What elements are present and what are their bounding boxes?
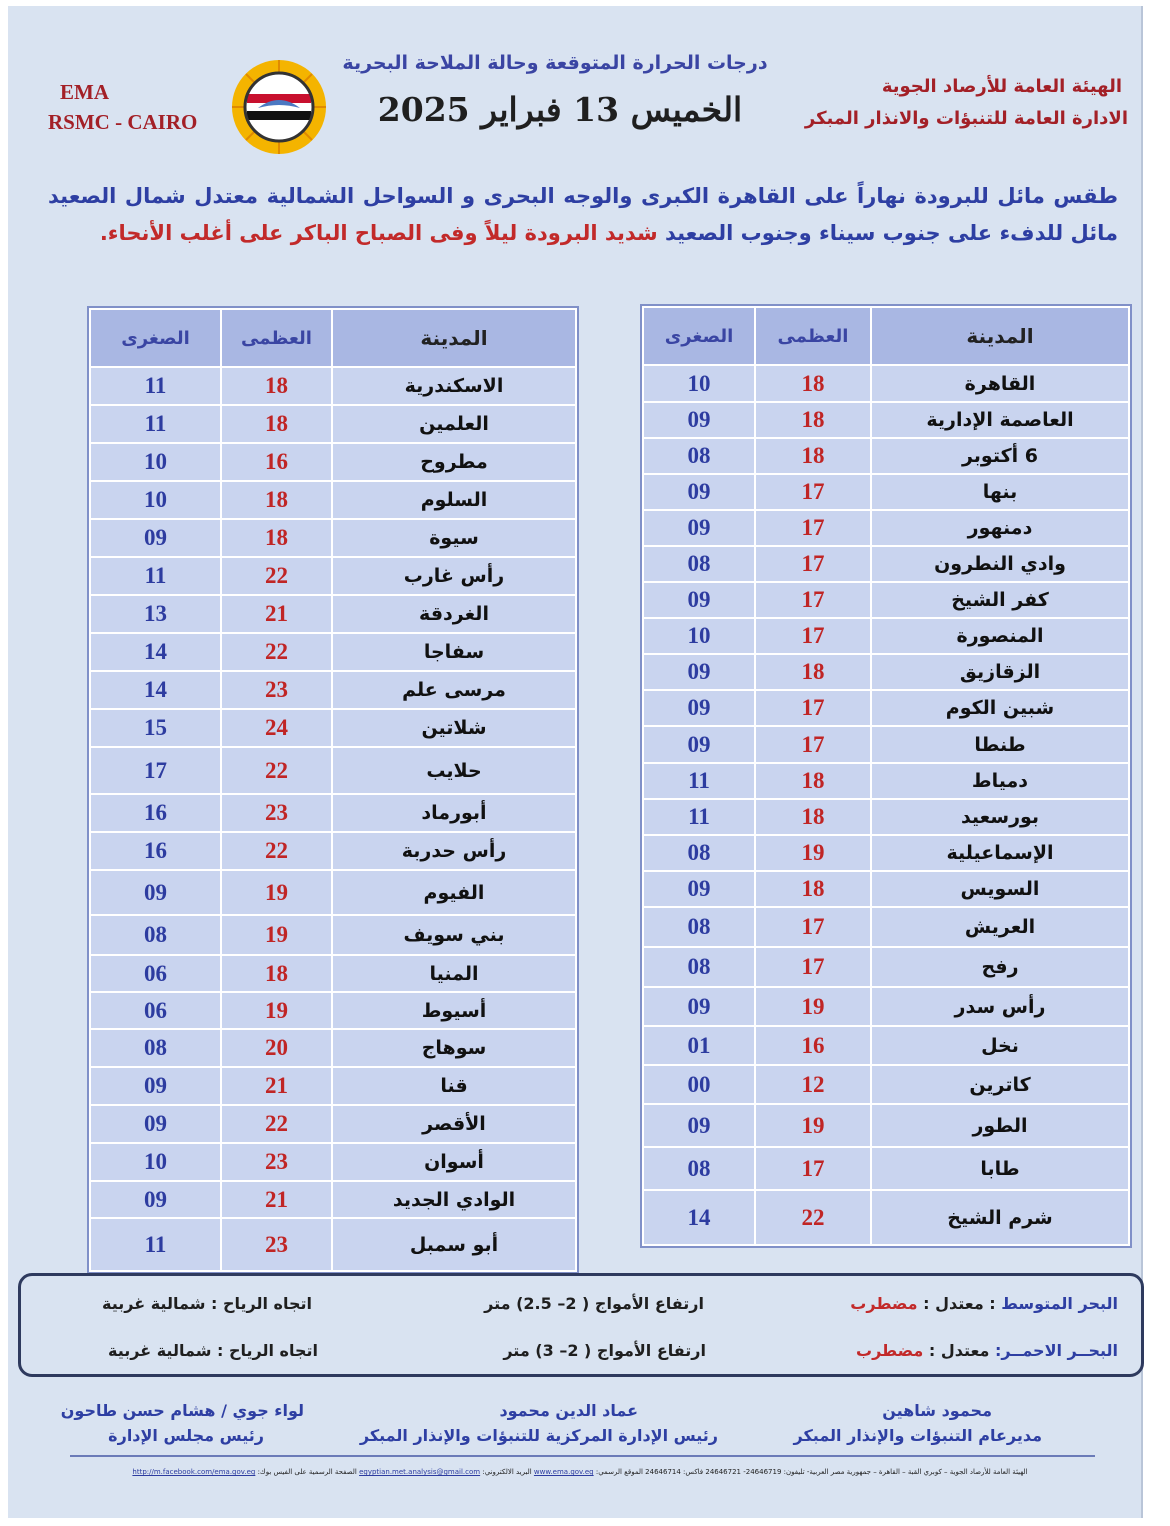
table-row <box>643 947 1129 987</box>
table-row <box>90 443 576 481</box>
min-temp-cell: 16 <box>90 794 221 832</box>
min-temp-cell: 01 <box>643 1026 755 1065</box>
table-row <box>90 633 576 671</box>
max-temp-cell: 23 <box>221 794 332 832</box>
summary-part1: طقس مائل للبرودة نهاراً على القاهرة الكبرى والوجه البحرى و السواحل الشمالية <box>266 184 1118 208</box>
header-min: الصغرى <box>643 307 755 365</box>
city-cell: الأقصر <box>332 1105 576 1143</box>
max-temp-cell: 17 <box>755 474 871 510</box>
sea-med-wind: اتجاه الرياح : شمالية غربية <box>102 1294 312 1313</box>
max-temp-cell: 21 <box>221 595 332 633</box>
footer-text: الهيئة العامة للأرصاد الجوية – كوبري القبة – القاهرة – جمهورية مصر العربية- تليفون: 24646719- 24646721 فاكس: 24646714 الموقع الرسمي: <box>595 1468 1028 1476</box>
city-cell: الإسماعيلية <box>871 835 1129 871</box>
summary-part3: مائل للدفء على جنوب سيناء وجنوب الصعيد <box>664 221 1118 245</box>
table-row <box>643 726 1129 763</box>
min-temp-cell: 09 <box>643 582 755 618</box>
max-temp-cell: 17 <box>755 907 871 947</box>
max-temp-cell: 18 <box>221 481 332 519</box>
min-temp-cell: 09 <box>643 1104 755 1147</box>
max-temp-cell: 17 <box>755 947 871 987</box>
signature-name-1: محمود شاهين <box>882 1401 992 1420</box>
sea-red-wind: اتجاه الرياح : شمالية غربية <box>108 1341 318 1360</box>
table-row <box>643 402 1129 438</box>
sea-med-name: البحر المتوسط <box>1001 1294 1118 1313</box>
city-cell: المنصورة <box>871 618 1129 654</box>
city-cell: شلاتين <box>332 709 576 747</box>
city-cell: دمياط <box>871 763 1129 799</box>
header-min: الصغرى <box>90 309 221 367</box>
org-name: الهيئة العامة للأرصاد الجوية <box>881 76 1122 97</box>
header-max: العظمى <box>221 309 332 367</box>
max-temp-cell: 18 <box>221 405 332 443</box>
min-temp-cell: 00 <box>643 1065 755 1104</box>
max-temp-cell: 18 <box>221 519 332 557</box>
min-temp-cell: 08 <box>643 947 755 987</box>
max-temp-cell: 19 <box>755 987 871 1026</box>
min-temp-cell: 08 <box>643 1147 755 1190</box>
min-temp-cell: 10 <box>90 1143 221 1181</box>
table-row <box>90 1181 576 1218</box>
min-temp-cell: 09 <box>643 871 755 907</box>
temperature-table-left <box>89 308 577 1272</box>
sea-red-name: البحــر الاحمــر: <box>995 1341 1118 1360</box>
bulletin-date: الخميس 13 فبراير 2025 <box>377 90 743 129</box>
max-temp-cell: 19 <box>221 915 332 955</box>
min-temp-cell: 14 <box>90 671 221 709</box>
temperature-table-right <box>642 306 1130 1246</box>
table-row <box>643 438 1129 474</box>
signature-name-3: لواء جوي / هشام حسن طاحون <box>60 1401 304 1420</box>
table-row <box>643 510 1129 546</box>
min-temp-cell: 13 <box>90 595 221 633</box>
table-row <box>90 481 576 519</box>
table-row <box>643 1147 1129 1190</box>
table-row <box>643 546 1129 582</box>
footer-contact <box>70 1468 1090 1476</box>
city-cell: بورسعيد <box>871 799 1129 835</box>
max-temp-cell: 23 <box>221 671 332 709</box>
city-cell: شرم الشيخ <box>871 1190 1129 1245</box>
table-row <box>90 794 576 832</box>
min-temp-cell: 09 <box>90 1181 221 1218</box>
min-temp-cell: 09 <box>643 987 755 1026</box>
table-row <box>90 405 576 443</box>
city-cell: العاصمة الإدارية <box>871 402 1129 438</box>
table-row <box>90 557 576 595</box>
table-row <box>643 987 1129 1026</box>
city-cell: الغردقة <box>332 595 576 633</box>
min-temp-cell: 10 <box>643 618 755 654</box>
table-row <box>643 1065 1129 1104</box>
rsmc-label: RSMC - CAIRO <box>48 110 198 134</box>
table-row <box>90 1218 576 1271</box>
city-cell: أبورماد <box>332 794 576 832</box>
min-temp-cell: 09 <box>643 726 755 763</box>
city-cell: طنطا <box>871 726 1129 763</box>
min-temp-cell: 11 <box>643 799 755 835</box>
city-cell: مطروح <box>332 443 576 481</box>
table-row <box>90 709 576 747</box>
city-cell: الزقازيق <box>871 654 1129 690</box>
sea-red-state <box>856 1341 1118 1360</box>
min-temp-cell: 09 <box>643 474 755 510</box>
city-cell: 6 أكتوبر <box>871 438 1129 474</box>
weather-summary <box>48 178 1118 252</box>
max-temp-cell: 18 <box>755 871 871 907</box>
city-cell: دمنهور <box>871 510 1129 546</box>
sea-red-waves: ارتفاع الأمواج ( 2– 3) متر <box>503 1341 706 1360</box>
table-row <box>90 1105 576 1143</box>
city-cell: المنيا <box>332 955 576 992</box>
max-temp-cell: 22 <box>221 1105 332 1143</box>
city-cell: سوهاج <box>332 1029 576 1067</box>
max-temp-cell: 17 <box>755 726 871 763</box>
footer-website-link[interactable]: www.ema.gov.eg <box>533 1468 594 1476</box>
max-temp-cell: 17 <box>755 1147 871 1190</box>
max-temp-cell: 22 <box>755 1190 871 1245</box>
max-temp-cell: 16 <box>221 443 332 481</box>
min-temp-cell: 06 <box>90 992 221 1029</box>
min-temp-cell: 11 <box>90 1218 221 1271</box>
city-cell: طابا <box>871 1147 1129 1190</box>
signature-title-3: رئيس مجلس الإدارة <box>108 1426 264 1445</box>
city-cell: أسيوط <box>332 992 576 1029</box>
max-temp-cell: 17 <box>755 582 871 618</box>
max-temp-cell: 23 <box>221 1218 332 1271</box>
footer-fb-label: الصفحة الرسمية على الفيس بوك: <box>257 1468 357 1476</box>
min-temp-cell: 11 <box>90 557 221 595</box>
max-temp-cell: 18 <box>221 955 332 992</box>
city-cell: الفيوم <box>332 870 576 915</box>
city-cell: كاترين <box>871 1065 1129 1104</box>
signature-title-1: مديرعام التنبؤات والإنذار المبكر <box>793 1426 1042 1445</box>
max-temp-cell: 12 <box>755 1065 871 1104</box>
city-cell: رأس غارب <box>332 557 576 595</box>
sea-med-waves: ارتفاع الأمواج ( 2– 2.5) متر <box>484 1294 704 1313</box>
table-row <box>90 870 576 915</box>
footer-facebook-link[interactable]: http://m.facebook.com/ema.gov.eg <box>132 1468 256 1476</box>
max-temp-cell: 20 <box>221 1029 332 1067</box>
city-cell: القاهرة <box>871 365 1129 402</box>
max-temp-cell: 18 <box>755 763 871 799</box>
city-cell: بنها <box>871 474 1129 510</box>
min-temp-cell: 16 <box>90 832 221 870</box>
city-cell: السلوم <box>332 481 576 519</box>
city-cell: قنا <box>332 1067 576 1105</box>
header-city: المدينة <box>332 309 576 367</box>
city-cell: الاسكندرية <box>332 367 576 405</box>
sea-red-state-label: معتدل : <box>928 1341 990 1360</box>
signature-name-2: عماد الدين محمود <box>499 1401 638 1420</box>
min-temp-cell: 09 <box>90 870 221 915</box>
sea-med-state <box>850 1294 1118 1313</box>
org-department: الادارة العامة للتنبؤات والانذار المبكر <box>804 108 1128 129</box>
sea-red-state-value: مضطرب <box>856 1341 924 1360</box>
city-cell: رفح <box>871 947 1129 987</box>
table-row <box>90 671 576 709</box>
min-temp-cell: 08 <box>90 915 221 955</box>
max-temp-cell: 22 <box>221 747 332 794</box>
table-row <box>643 690 1129 726</box>
min-temp-cell: 10 <box>90 481 221 519</box>
city-cell: رأس حدربة <box>332 832 576 870</box>
min-temp-cell: 11 <box>90 405 221 443</box>
max-temp-cell: 22 <box>221 832 332 870</box>
summary-part2: معتدل شمال الصعيد <box>48 184 259 208</box>
min-temp-cell: 09 <box>90 1105 221 1143</box>
table-row <box>90 519 576 557</box>
sea-med-state-label: : معتدل : <box>923 1294 996 1313</box>
table-row <box>90 832 576 870</box>
max-temp-cell: 17 <box>755 618 871 654</box>
max-temp-cell: 23 <box>221 1143 332 1181</box>
city-cell: الوادي الجديد <box>332 1181 576 1218</box>
max-temp-cell: 22 <box>221 633 332 671</box>
table-row <box>643 1026 1129 1065</box>
table-row <box>643 474 1129 510</box>
max-temp-cell: 19 <box>755 835 871 871</box>
min-temp-cell: 09 <box>90 1067 221 1105</box>
min-temp-cell: 09 <box>643 510 755 546</box>
city-cell: سفاجا <box>332 633 576 671</box>
table-row <box>90 1029 576 1067</box>
header-city: المدينة <box>871 307 1129 365</box>
summary-part4: شديد البرودة ليلاً وفى الصباح الباكر على أغلب الأنحاء. <box>99 221 658 245</box>
min-temp-cell: 08 <box>643 438 755 474</box>
city-cell: حلايب <box>332 747 576 794</box>
max-temp-cell: 22 <box>221 557 332 595</box>
min-temp-cell: 06 <box>90 955 221 992</box>
city-cell: رأس سدر <box>871 987 1129 1026</box>
table-row <box>90 915 576 955</box>
min-temp-cell: 14 <box>90 633 221 671</box>
table-row <box>643 654 1129 690</box>
table-row <box>643 799 1129 835</box>
max-temp-cell: 19 <box>221 992 332 1029</box>
max-temp-cell: 21 <box>221 1181 332 1218</box>
min-temp-cell: 09 <box>90 519 221 557</box>
city-cell: سيوة <box>332 519 576 557</box>
ema-label: EMA <box>60 80 109 104</box>
city-cell: كفر الشيخ <box>871 582 1129 618</box>
max-temp-cell: 18 <box>755 799 871 835</box>
max-temp-cell: 18 <box>755 654 871 690</box>
table-row <box>643 582 1129 618</box>
ema-logo-icon <box>230 58 328 156</box>
max-temp-cell: 19 <box>221 870 332 915</box>
table-row <box>90 595 576 633</box>
table-row <box>643 871 1129 907</box>
table-row <box>90 992 576 1029</box>
min-temp-cell: 08 <box>643 546 755 582</box>
max-temp-cell: 24 <box>221 709 332 747</box>
table-row <box>643 835 1129 871</box>
table-row <box>90 747 576 794</box>
city-cell: العريش <box>871 907 1129 947</box>
min-temp-cell: 15 <box>90 709 221 747</box>
max-temp-cell: 16 <box>755 1026 871 1065</box>
min-temp-cell: 17 <box>90 747 221 794</box>
footer-email-link[interactable]: egyptian.met.analysis@gmail.com <box>359 1468 481 1476</box>
table-row <box>643 1190 1129 1245</box>
marine-conditions-box <box>18 1273 1144 1377</box>
min-temp-cell: 09 <box>643 690 755 726</box>
min-temp-cell: 09 <box>643 402 755 438</box>
max-temp-cell: 21 <box>221 1067 332 1105</box>
city-cell: أبو سمبل <box>332 1218 576 1271</box>
min-temp-cell: 08 <box>643 835 755 871</box>
city-cell: بني سويف <box>332 915 576 955</box>
max-temp-cell: 17 <box>755 546 871 582</box>
city-cell: وادي النطرون <box>871 546 1129 582</box>
min-temp-cell: 10 <box>643 365 755 402</box>
min-temp-cell: 11 <box>90 367 221 405</box>
table-row <box>643 763 1129 799</box>
city-cell: العلمين <box>332 405 576 443</box>
max-temp-cell: 18 <box>755 365 871 402</box>
footer-email-label: البريد الالكتروني: <box>482 1468 532 1476</box>
max-temp-cell: 18 <box>755 438 871 474</box>
max-temp-cell: 17 <box>755 510 871 546</box>
table-row <box>90 1067 576 1105</box>
footer-divider <box>70 1455 1095 1457</box>
max-temp-cell: 19 <box>755 1104 871 1147</box>
city-cell: نخل <box>871 1026 1129 1065</box>
city-cell: مرسى علم <box>332 671 576 709</box>
table-row <box>643 907 1129 947</box>
min-temp-cell: 08 <box>643 907 755 947</box>
signature-title-2: رئيس الإدارة المركزية للتنبؤات والإنذار المبكر <box>359 1426 718 1445</box>
max-temp-cell: 18 <box>221 367 332 405</box>
table-row <box>643 365 1129 402</box>
min-temp-cell: 08 <box>90 1029 221 1067</box>
table-row <box>643 618 1129 654</box>
city-cell: أسوان <box>332 1143 576 1181</box>
sea-med-state-value: مضطرب <box>850 1294 918 1313</box>
table-row <box>90 1143 576 1181</box>
table-row <box>90 955 576 992</box>
bulletin-title: درجات الحرارة المتوقعة وحالة الملاحة البحرية <box>342 52 768 74</box>
header-max: العظمى <box>755 307 871 365</box>
table-row <box>90 367 576 405</box>
min-temp-cell: 11 <box>643 763 755 799</box>
min-temp-cell: 14 <box>643 1190 755 1245</box>
city-cell: السويس <box>871 871 1129 907</box>
min-temp-cell: 09 <box>643 654 755 690</box>
max-temp-cell: 18 <box>755 402 871 438</box>
table-header-row <box>90 309 576 367</box>
city-cell: شبين الكوم <box>871 690 1129 726</box>
table-row <box>643 1104 1129 1147</box>
min-temp-cell: 10 <box>90 443 221 481</box>
table-header-row <box>643 307 1129 365</box>
city-cell: الطور <box>871 1104 1129 1147</box>
max-temp-cell: 17 <box>755 690 871 726</box>
